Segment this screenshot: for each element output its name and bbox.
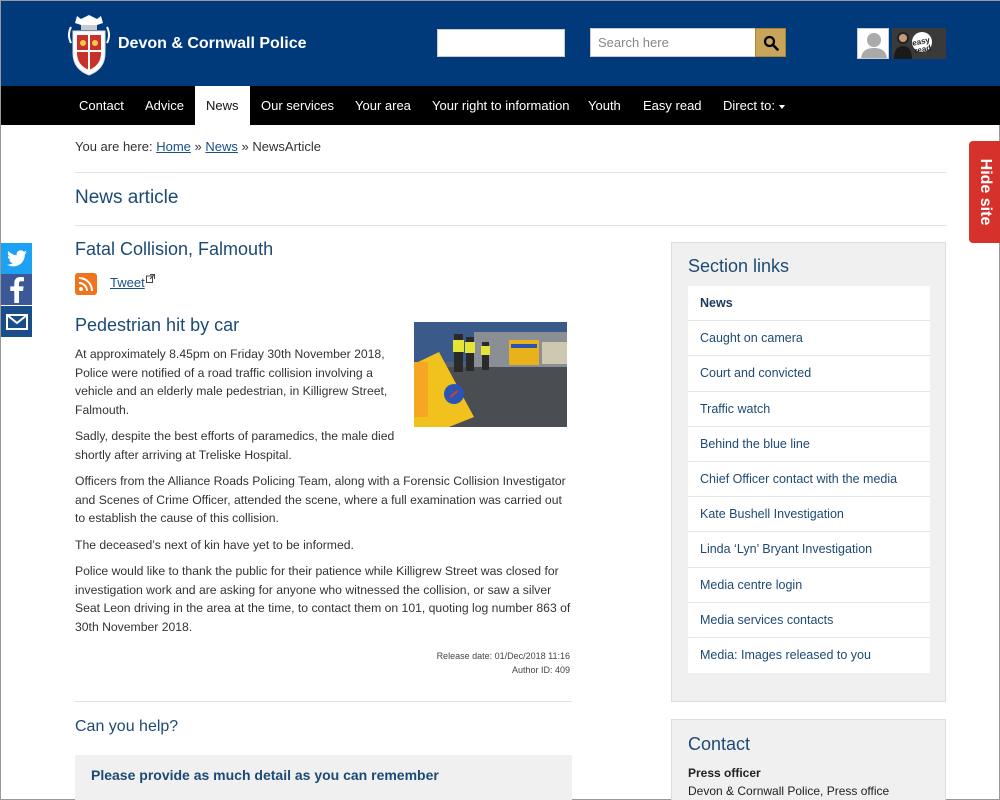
main-nav [1, 86, 1000, 125]
search-button[interactable] [755, 28, 786, 57]
article-title: Fatal Collision, Falmouth [75, 239, 274, 259]
divider [75, 172, 946, 173]
release-date: Release date: 01/Dec/2018 11:16 [436, 651, 570, 661]
nav-right-to-information[interactable]: Your right to information [432, 98, 570, 113]
nav-direct-to[interactable] [712, 86, 796, 125]
page-title: News article [75, 187, 179, 208]
twitter-share-button[interactable] [1, 243, 32, 274]
breadcrumb-home[interactable]: Home [156, 139, 191, 154]
author-id: Author ID: 409 [511, 665, 570, 675]
blank-field[interactable] [437, 29, 565, 57]
section-link-media-services-contacts[interactable]: Media services contacts [688, 603, 930, 638]
police-scene-image [414, 322, 567, 427]
easy-read-button[interactable] [892, 28, 946, 59]
section-links-list [688, 286, 930, 673]
contact-title: Contact [688, 734, 751, 754]
section-links-title: Section links [688, 256, 790, 276]
breadcrumb-separator: » [194, 139, 202, 154]
facebook-icon [10, 277, 24, 303]
can-you-help-heading: Can you help? [75, 718, 179, 735]
facebook-share-button[interactable] [1, 274, 32, 305]
article-subtitle: Pedestrian hit by car [75, 315, 240, 335]
detail-box-heading: Please provide as much detail as you can remember [91, 767, 439, 783]
search-input[interactable] [590, 28, 756, 57]
section-link-chief-officer-contact[interactable]: Chief Officer contact with the media [688, 462, 930, 497]
section-link-traffic-watch[interactable]: Traffic watch [688, 392, 930, 427]
article-paragraph: Officers from the Alliance Roads Policing Team, along with a Forensic Collision Investigator and Scenes of Crime Officer, attended the scene, where a full examination was carried out to establish the cause of this collision. [75, 474, 566, 525]
rss-icon[interactable] [75, 273, 97, 295]
site-header [1, 1, 1000, 86]
section-link-media-centre-login[interactable]: Media centre login [688, 568, 930, 603]
hide-site-button[interactable] [969, 141, 1000, 243]
rss-icon-glyph [75, 273, 97, 295]
nav-youth[interactable]: Youth [588, 98, 621, 113]
article-photo [414, 322, 567, 427]
section-link-media-images[interactable]: Media: Images released to you [700, 647, 871, 662]
breadcrumb [75, 139, 321, 154]
section-link-caught-on-camera[interactable]: Caught on camera [688, 321, 930, 356]
nav-easy-read[interactable]: Easy read [643, 98, 702, 113]
article-paragraph: Sadly, despite the best efforts of paramedics, the male died shortly after arriving at Treliske Hospital. [75, 429, 395, 462]
article-paragraph: Police would like to thank the public for their patience while Killigrew Street was closed for investigation work and are asking for anyone who witnessed the collision, or saw a silver Seat Leon driving in the area at the time, to contact them on 101, quoting log number 863 of 30th November 2018. [75, 564, 571, 634]
section-link-news[interactable]: News [688, 286, 930, 321]
site-name[interactable]: Devon & Cornwall Police [118, 35, 307, 52]
nav-contact[interactable]: Contact [79, 98, 124, 113]
caret-down-icon [779, 105, 785, 109]
article-paragraph: The deceased’s next of kin have yet to be informed. [75, 538, 354, 552]
email-icon [6, 314, 28, 330]
nav-our-services[interactable]: Our services [261, 98, 334, 113]
breadcrumb-news[interactable]: News [205, 139, 238, 154]
avatar-button[interactable] [857, 28, 889, 59]
nav-news[interactable]: News [195, 86, 250, 125]
nav-advice[interactable]: Advice [145, 98, 185, 113]
breadcrumb-prefix: You are here: [75, 139, 153, 154]
section-link-kate-bushell[interactable]: Kate Bushell Investigation [688, 497, 930, 532]
breadcrumb-separator: » [241, 139, 249, 154]
search-icon [763, 35, 779, 51]
easy-read-label: easy read [911, 35, 932, 56]
section-link-behind-the-blue-line[interactable]: Behind the blue line [688, 427, 930, 462]
detail-box [75, 755, 572, 800]
contact-panel [671, 719, 946, 800]
breadcrumb-current: NewsArticle [252, 139, 322, 154]
contact-label: Press officer [688, 766, 761, 780]
hide-site-label: Hide site [977, 158, 994, 226]
police-crest-icon[interactable] [67, 13, 111, 77]
twitter-icon [6, 250, 28, 268]
avatar-icon [858, 29, 889, 59]
nav-direct-to-label: Direct to: [723, 98, 776, 113]
section-link-court-and-convicted[interactable]: Court and convicted [688, 356, 930, 391]
section-link-linda-bryant[interactable]: Linda ‘Lyn’ Bryant Investigation [688, 532, 930, 567]
article-paragraph: At approximately 8.45pm on Friday 30th November 2018, Police were notified of a road traffic collision involving a vehicle and an elderly male pedestrian, in Killigrew Street, Falmouth. [75, 347, 388, 417]
divider [75, 225, 946, 226]
external-link-icon [146, 274, 155, 283]
nav-your-area[interactable]: Your area [355, 98, 411, 113]
section-links-panel [671, 242, 946, 702]
email-share-button[interactable] [1, 306, 32, 337]
contact-value: Devon & Cornwall Police, Press office [688, 784, 890, 798]
divider [75, 701, 572, 702]
tweet-link[interactable]: Tweet [110, 275, 145, 290]
